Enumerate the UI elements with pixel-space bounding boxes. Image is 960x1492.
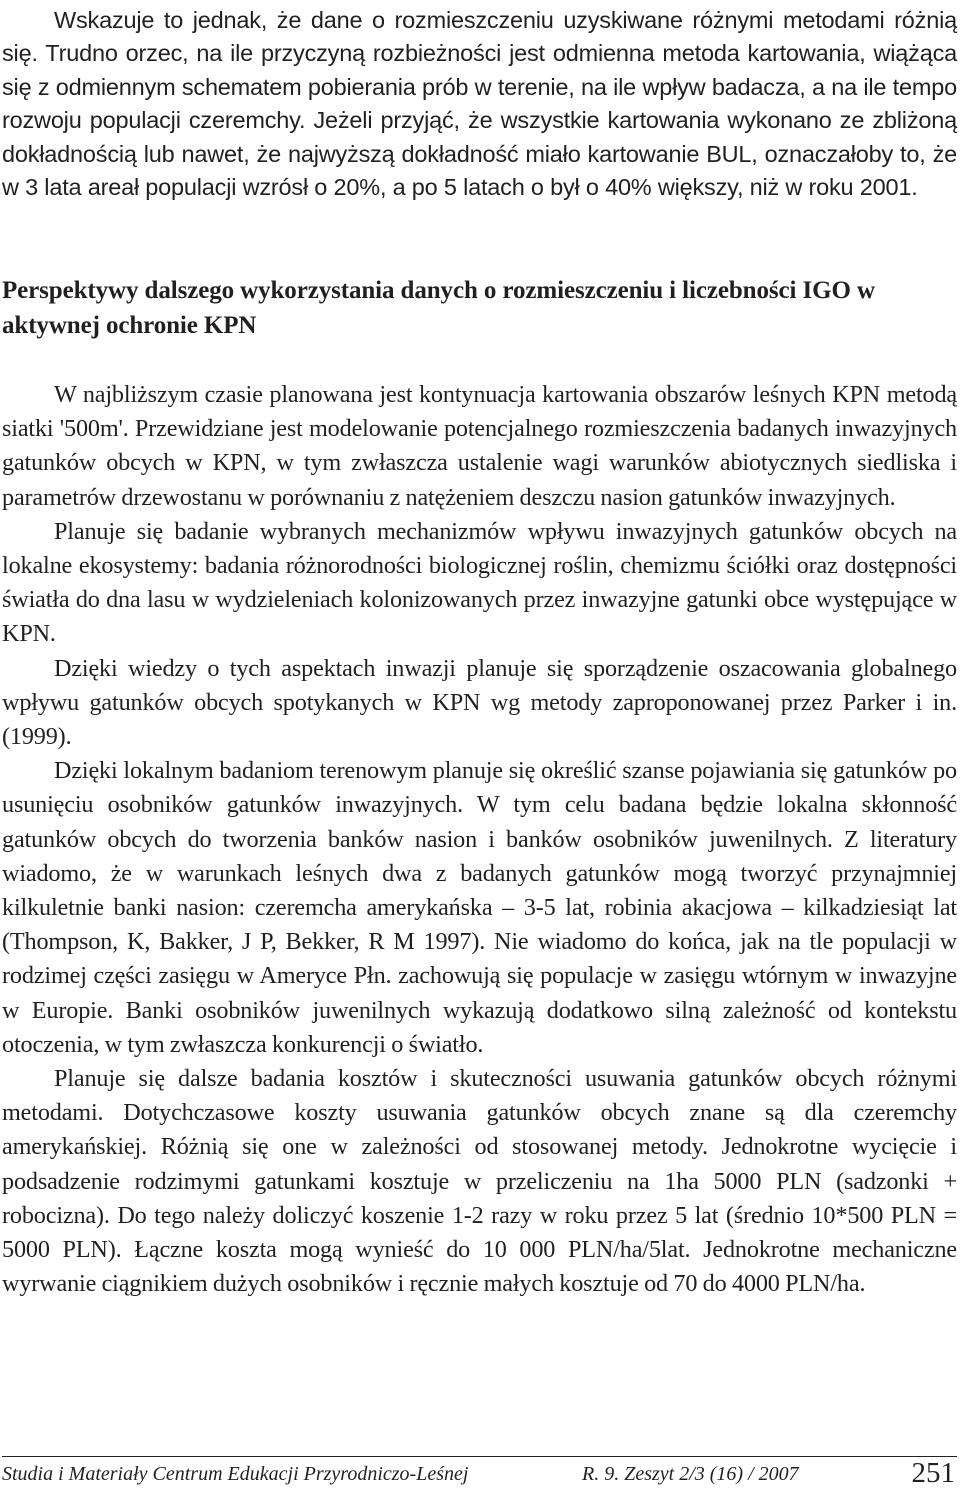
footer-issue: R. 9. Zeszyt 2/3 (16) / 2007 bbox=[582, 1463, 799, 1485]
section-heading: Perspektywy dalszego wykorzystania danych o rozmieszczeniu i liczebności IGO w aktywnej ochronie KPN bbox=[2, 277, 875, 339]
paragraph-1: W najbliższym czasie planowana jest kontynuacja kartowania obszarów leśnych KPN metodą siatki '500m'. Przewidziane jest modelowanie potencjalnego rozmieszczenia badanych inwazyjnych gatunków obcych w KPN, w tym zwłaszcza ustalenie wagi warunków abiotycznych siedliska i parametrów drzewostanu w porównaniu z natężeniem deszczu nasion gatunków inwazyjnych. bbox=[2, 381, 957, 511]
paragraph-4: Dzięki lokalnym badaniom terenowym planuje się określić szanse pojawiania się gatunków po usunięciu osobników gatunków inwazyjnych. W tym celu badana będzie lokalna skłonność gatunków obcych do tworzenia banków nasion i banków osobników juwenilnych. Z literatury wiadomo, że w warunkach leśnych dwa z badanych gatunków mogą tworzyć przynajmniej kilkuletnie banki nasion: czeremcha amerykańska – 3-5 lat, robinia akacjowa – kilkadziesiąt lat (Thompson, K, Bakker, J P, Bekker, R M 1997). Nie wiadomo do końca, jak na tle populacji w rodzimej części zasięgu w Ameryce Płn. zachowują się populacje w zasięgu wtórnym w inwazyjne w Europie. Banki osobników juwenilnych wykazują dodatkowo silną zależność od kontekstu otoczenia, w tym zwłaszcza konkurencji o światło. bbox=[2, 757, 957, 1058]
page-number: 251 bbox=[911, 1457, 955, 1489]
intro-paragraph-text: Wskazuje to jednak, że dane o rozmieszczeniu uzyskiwane różnymi metodami różnią się. Trudno orzec, na ile przyczyną rozbieżności jest odmienna metoda kartowania, wiążąca się z odmiennym schematem pobierania prób w terenie, na ile wpływ badacza, a na ile tempo rozwoju populacji czeremchy. Jeżeli przyjąć, że wszystkie kartowania wykonano ze zbliżoną dokładnością lub nawet, że najwyższą dokładność miało kartowanie BUL, oznaczałoby to, że w 3 lata areał populacji wzrósł o 20%, a po 5 latach o był o 40% większy, niż w roku 2001. bbox=[2, 7, 957, 201]
footer-journal-title: Studia i Materiały Centrum Edukacji Przyrodniczo-Leśnej bbox=[2, 1463, 469, 1485]
paragraph-3: Dzięki wiedzy o tych aspektach inwazji planuje się sporządzenie oszacowania globalnego wpływu gatunków obcych spotykanych w KPN wg metody zaproponowanej przez Parker i in.(1999). bbox=[2, 654, 957, 751]
intro-paragraph bbox=[2, 4, 957, 204]
section-body bbox=[2, 378, 957, 1301]
paragraph-5: Planuje się dalsze badania kosztów i skuteczności usuwania gatunków obcych różnymi metodami. Dotychczasowe koszty usuwania gatunków obcych znane są dla czeremchy amerykańskiej. Różnią się one w zależności od stosowanej metody. Jednokrotne wycięcie i podsadzenie rodzimymi gatunkami kosztuje w przeliczeniu na 1ha 5000 PLN (sadzonki + robocizna). Do tego należy doliczyć koszenie 1-2 razy w roku przez 5 lat (średnio 10*500 PLN = 5000 PLN). Łączne koszta mogą wynieść do 10 000 PLN/ha/5lat. Jednokrotne mechaniczne wyrwanie ciągnikiem dużych osobników i ręcznie małych kosztuje od 70 do 4000 PLN/ha. bbox=[2, 1065, 957, 1298]
paragraph-2: Planuje się badanie wybranych mechanizmów wpływu inwazyjnych gatunków obcych na lokalne ekosystemy: badania różnorodności biologicznej roślin, chemizmu ściółki oraz dostępności światła do dna lasu w wydzieleniach kolonizowanych przez inwazyjne gatunki obce występujące w KPN. bbox=[2, 517, 957, 648]
page-footer bbox=[2, 1456, 957, 1491]
